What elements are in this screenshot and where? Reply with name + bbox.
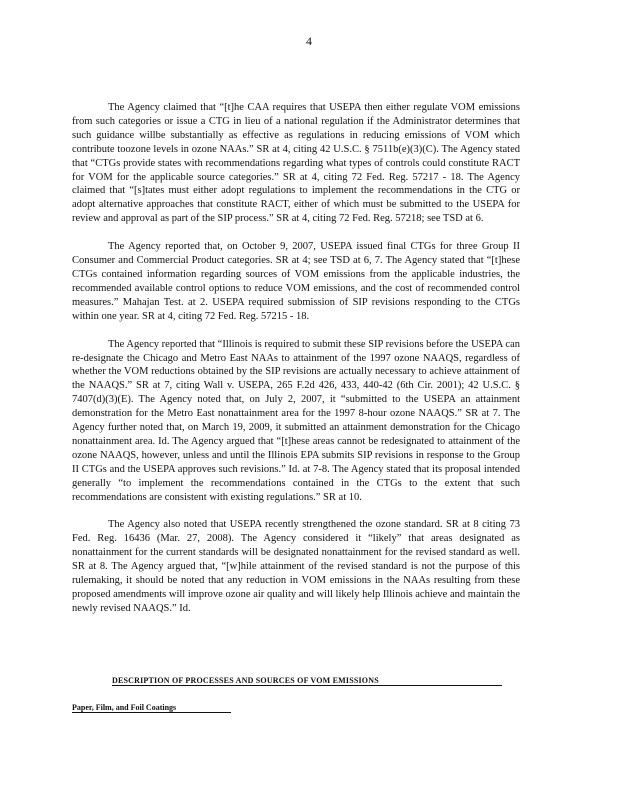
document-body [72, 101, 520, 630]
page-number: 4 [306, 34, 312, 48]
paragraph: The Agency also noted that USEPA recently strengthened the ozone standard. SR at 8 citing 73 Fed. Reg. 16436 (Mar. 27, 2008). The Agency considered it “likely” that areas designated as nonattainment for the current standards will be designated nonattainment for the revised standard as well. SR at 8. The Agency argued that, “[w]hile attainment of the revised standard is not the purpose of this rulemaking, it should be noted that any reduction in VOM emissions in the NAAs resulting from these proposed amendments will improve ozone air quality and will likely help Illinois achieve and maintain the newly revised NAAQS.” Id. [72, 519, 520, 614]
sub-heading: Paper, Film, and Foil Coatings [72, 703, 231, 713]
paragraph: The Agency reported that, on October 9, 2007, USEPA issued final CTGs for three Group II Consumer and Commercial Product categories. SR at 4; see TSD at 6, 7. The Agency stated that “[t]hese CTGs contained information regarding sources of VOM emissions from the applicable industries, the recommended available control options to reduce VOM emissions, and the cost of recommended control measures.” Mahajan Test. at 2. USEPA required submission of SIP revisions responding to the CTGs within one year. SR at 4, citing 72 Fed. Reg. 57215 - 18. [72, 241, 520, 322]
section-heading: DESCRIPTION OF PROCESSES AND SOURCES OF VOM EMISSIONS [112, 676, 502, 686]
paragraph: The Agency claimed that “[t]he CAA requires that USEPA then either regulate VOM emissions from such categories or issue a CTG in lieu of a national regulation if the Administrator determines that such guidance willbe substantially as effective as regulations in reducing emissions of VOM which contribute toozone levels in ozone NAAs.” SR at 4, citing 42 U.S.C. § 7511b(e)(3)(C). The Agency stated that “CTGs provide states with recommendations regarding what types of controls could constitute RACT for VOM for the applicable source categories.” SR at 4, citing 72 Fed. Reg. 57217 - 18. The Agency claimed that “[s]tates must either adopt regulations to implement the recommendations in the CTG or adopt alternative approaches that constitute RACT, either of which must be submitted to the USEPA for review and approval as part of the SIP process.” SR at 4, citing 72 Fed. Reg. 57218; see TSD at 6. [72, 102, 520, 225]
paragraph: The Agency reported that “Illinois is required to submit these SIP revisions before the USEPA can re-designate the Chicago and Metro East NAAs to attainment of the 1997 ozone NAAQS, regardless of whether the VOM reductions obtained by the SIP revisions are actually necessary to achieve attainment of the NAAQS.” SR at 7, citing Wall v. USEPA, 265 F.2d 426, 433, 440-42 (6th Cir. 2001); 42 U.S.C. § 7407(d)(3)(E). The Agency noted that, on July 2, 2007, it “submitted to the USEPA an attainment demonstration for the Metro East nonattainment area for the 1997 8-hour ozone NAAQS.” SR at 7. The Agency further noted that, on March 19, 2009, it submitted an attainment demonstration for the Chicago nonattainment area. Id. The Agency argued that “[t]hese areas cannot be redesignated to attainment of the ozone NAAQS, however, unless and until the Illinois EPA submits SIP revisions in response to the Group II CTGs and the USEPA approves such revisions.” Id. at 7-8. The Agency stated that its proposal intended generally “to implement the recommendations contained in the CTGs to the extent that such recommendations are consistent with existing regulations.” SR at 10. [72, 338, 520, 503]
